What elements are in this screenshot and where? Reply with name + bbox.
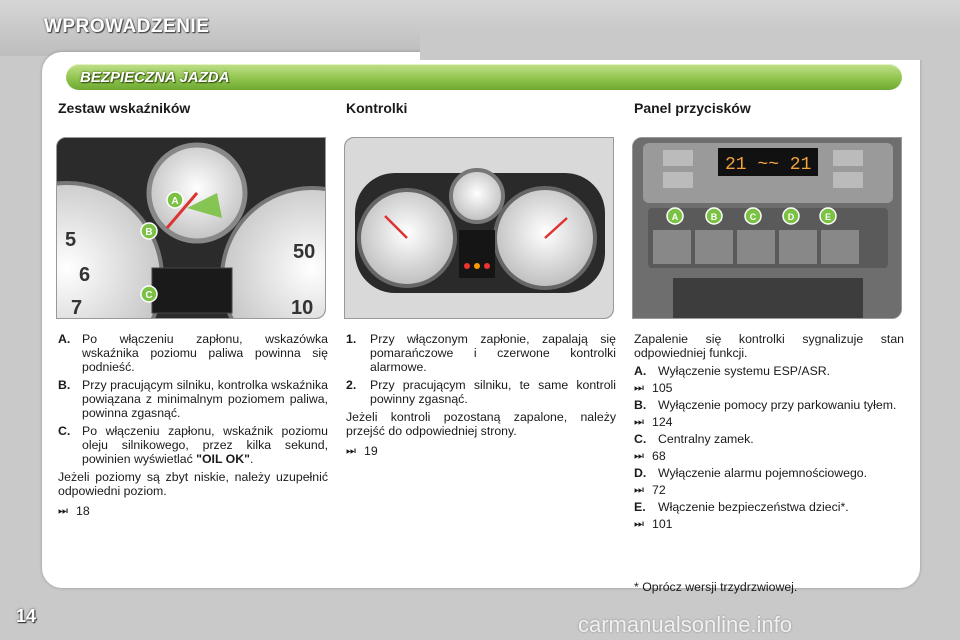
instruments-note: Jeżeli poziomy są zbyt niskie, należy uzupełnić odpowiedni poziom. [58, 470, 328, 498]
list-item [634, 500, 904, 514]
fast-forward-icon: ⏭ [346, 445, 356, 457]
warning-lamps-text [346, 332, 616, 463]
footnote: * Oprócz wersji trzydrzwiowej. [634, 580, 798, 594]
page-ref[interactable] [346, 444, 616, 458]
item-text: Wyłączenie pomocy przy parkowaniu tyłem. [658, 398, 897, 412]
callout-e-label: E [824, 212, 832, 222]
fast-forward-icon: ⏭ [634, 450, 644, 462]
fast-forward-icon: ⏭ [634, 416, 644, 428]
svg-text:7: 7 [71, 297, 83, 319]
item-text: Włączenie bezpieczeństwa dzieci*. [658, 500, 849, 514]
item-key: 2. [346, 378, 357, 392]
item-key: 1. [346, 332, 357, 346]
list-item [634, 466, 904, 480]
chapter-title: WPROWADZENIE [44, 16, 210, 37]
item-text [82, 424, 328, 466]
fast-forward-icon: ⏭ [634, 382, 644, 394]
button-panel-photo [632, 137, 902, 319]
page-ref[interactable] [58, 504, 328, 518]
callout-c-label: C [145, 290, 153, 301]
button-panel-intro: Zapalenie się kontrolki sygnalizuje stan odpowiedniej funkcji. [634, 332, 904, 360]
page-ref-number: 105 [652, 381, 673, 395]
warning-lamps-heading: Kontrolki [346, 100, 408, 116]
page-number: 14 [16, 606, 37, 626]
warning-lamps-photo [344, 137, 614, 319]
instrument-cluster-photo [56, 137, 326, 319]
fast-forward-icon: ⏭ [58, 505, 68, 517]
item-key: C. [634, 432, 647, 446]
svg-text:5: 5 [65, 229, 77, 251]
item-text: Po włączeniu zapłonu, wskazówka wskaźnika poziomu paliwa powinna się podnieść. [82, 332, 328, 374]
item-key: A. [634, 364, 647, 378]
callout-b-label: B [145, 227, 153, 238]
item-text: Przy pracującym silniku, kontrolka wskaźnika powiązana z minimalnym poziomem paliwa, powinna zgasnąć. [82, 378, 328, 420]
page-ref[interactable] [634, 517, 904, 531]
callout-a-label: A [171, 196, 179, 207]
page-ref-number: 124 [652, 415, 673, 429]
watermark: carmanualsonline.info [578, 612, 793, 637]
svg-text:6: 6 [79, 264, 91, 286]
list-item [634, 364, 904, 378]
item-text: Przy pracującym silniku, te same kontroli powinny zgasnąć. [370, 378, 616, 406]
svg-text:10: 10 [291, 297, 314, 319]
fast-forward-icon: ⏭ [634, 518, 644, 530]
page-ref[interactable] [634, 415, 904, 429]
item-key: B. [58, 378, 71, 392]
list-item [346, 332, 616, 374]
page-ref[interactable] [634, 449, 904, 463]
section-title: BEZPIECZNA JAZDA [80, 69, 230, 86]
callout-d-label: D [787, 212, 795, 222]
item-key: A. [58, 332, 71, 346]
svg-text:50: 50 [293, 241, 316, 263]
callout-a-label: A [671, 212, 679, 222]
button-panel-text [634, 332, 904, 534]
item-key: D. [634, 466, 647, 480]
list-item [634, 398, 904, 412]
page-ref[interactable] [634, 381, 904, 395]
item-key: E. [634, 500, 646, 514]
button-panel-heading: Panel przycisków [634, 100, 751, 116]
warning-lamps-note: Jeżeli kontroli pozostaną zapalone, należy przejść do odpowiedniej strony. [346, 410, 616, 438]
page-tab-notch [420, 30, 960, 60]
item-key: C. [58, 424, 71, 438]
item-text: Przy włączonym zapłonie, zapalają się pomarańczowe i czerwone kontrolki alarmowe. [370, 332, 616, 374]
item-text: Wyłączenie alarmu pojemnościowego. [658, 466, 868, 480]
list-item [634, 432, 904, 446]
list-item [346, 378, 616, 406]
item-key: B. [634, 398, 647, 412]
item-text: Centralny zamek. [658, 432, 754, 446]
svg-text:21 ~~ 21: 21 ~~ 21 [725, 155, 812, 175]
page-ref-number: 68 [652, 449, 666, 463]
instruments-heading: Zestaw wskaźników [58, 100, 191, 116]
page-ref[interactable] [634, 483, 904, 497]
list-item [58, 378, 328, 420]
page-ref-number: 101 [652, 517, 673, 531]
callout-b-label: B [710, 212, 718, 222]
callout-c-label: C [749, 212, 757, 222]
fast-forward-icon: ⏭ [634, 484, 644, 496]
page-ref-number: 19 [364, 444, 378, 458]
list-item [58, 332, 328, 374]
page-ref-number: 72 [652, 483, 666, 497]
instruments-text [58, 332, 328, 523]
item-text-before: Po włączeniu zapłonu, wskaźnik poziomu oleju silnikowego, przez kilka sekund, powinien wyświetlać [82, 424, 328, 466]
page-ref-number: 18 [76, 504, 90, 518]
item-text-bold: "OIL OK" [196, 452, 250, 466]
item-text-after: . [249, 452, 254, 466]
list-item [58, 424, 328, 466]
item-text: Wyłączenie systemu ESP/ASR. [658, 364, 831, 378]
